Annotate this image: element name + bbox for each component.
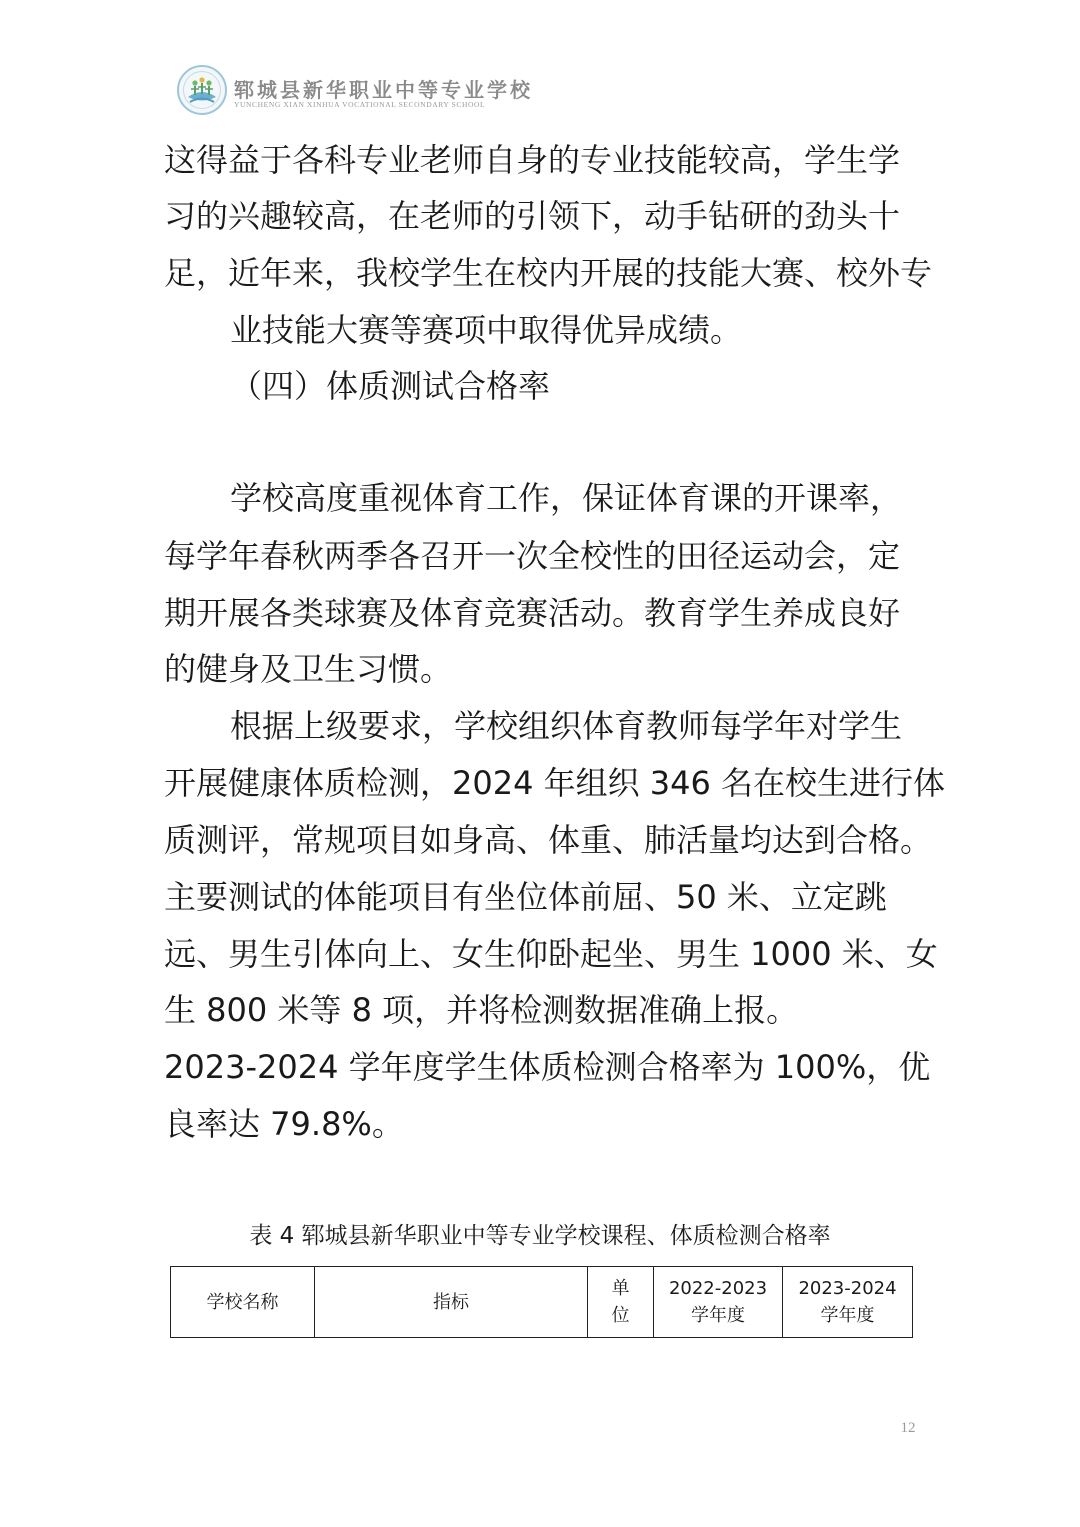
body-line: 每学年春秋两季各召开一次全校性的田径运动会，定 [164,537,901,575]
body-line: 学校高度重视体育工作，保证体育课的开课率， [230,479,903,517]
school-name-cn: 郓城县新华职业中等专业学校 [234,78,533,102]
section-heading: （四）体质测试合格率 [230,367,551,405]
body-line: 质测评，常规项目如身高、体重、肺活量均达到合格。 [164,821,933,859]
body-line: 足，近年来，我校学生在校内开展的技能大赛、校外专 [164,254,933,292]
body-line: 根据上级要求，学校组织体育教师每学年对学生 [230,707,903,745]
table-caption: 表 4 郓城县新华职业中等专业学校课程、体质检测合格率 [249,1223,831,1249]
body-line: 业技能大赛等赛项中取得优异成绩。 [230,311,743,349]
page-number: 12 [900,1420,916,1436]
school-name-en: YUNCHENG XIAN XINHUA VOCATIONAL SECONDARY SCHOOL [234,100,486,109]
body-line: 这得益于各科专业老师自身的专业技能较高，学生学 [164,141,901,179]
body-line: 良率达 79.8%。 [164,1105,404,1143]
header-unit: 单 位 [588,1267,654,1338]
body-line: 开展健康体质检测，2024 年组织 346 名在校生进行体 [164,764,946,802]
results-table [170,1266,913,1338]
body-line: 习的兴趣较高，在老师的引领下，动手钻研的劲头十 [164,197,901,235]
body-line: 期开展各类球赛及体育竞赛活动。教育学生养成良好 [164,594,901,632]
body-line: 的健身及卫生习惯。 [164,650,453,688]
body-line: 远、男生引体向上、女生仰卧起坐、男生 1000 米、女 [164,935,938,973]
header-indicator: 指标 [315,1267,588,1338]
body-line: 生 800 米等 8 项，并将检测数据准确上报。 [164,991,799,1029]
header-school-name: 学校名称 [171,1267,315,1338]
table-header-row [171,1267,913,1338]
header-year-2023-2024: 2023-2024 学年度 [783,1267,913,1338]
header-year-2022-2023: 2022-2023 学年度 [654,1267,783,1338]
school-logo-icon [176,64,228,116]
body-line: 2023-2024 学年度学生体质检测合格率为 100%，优 [164,1048,931,1086]
document-header [176,64,533,120]
body-line: 主要测试的体能项目有坐位体前屈、50 米、立定跳 [164,878,887,916]
